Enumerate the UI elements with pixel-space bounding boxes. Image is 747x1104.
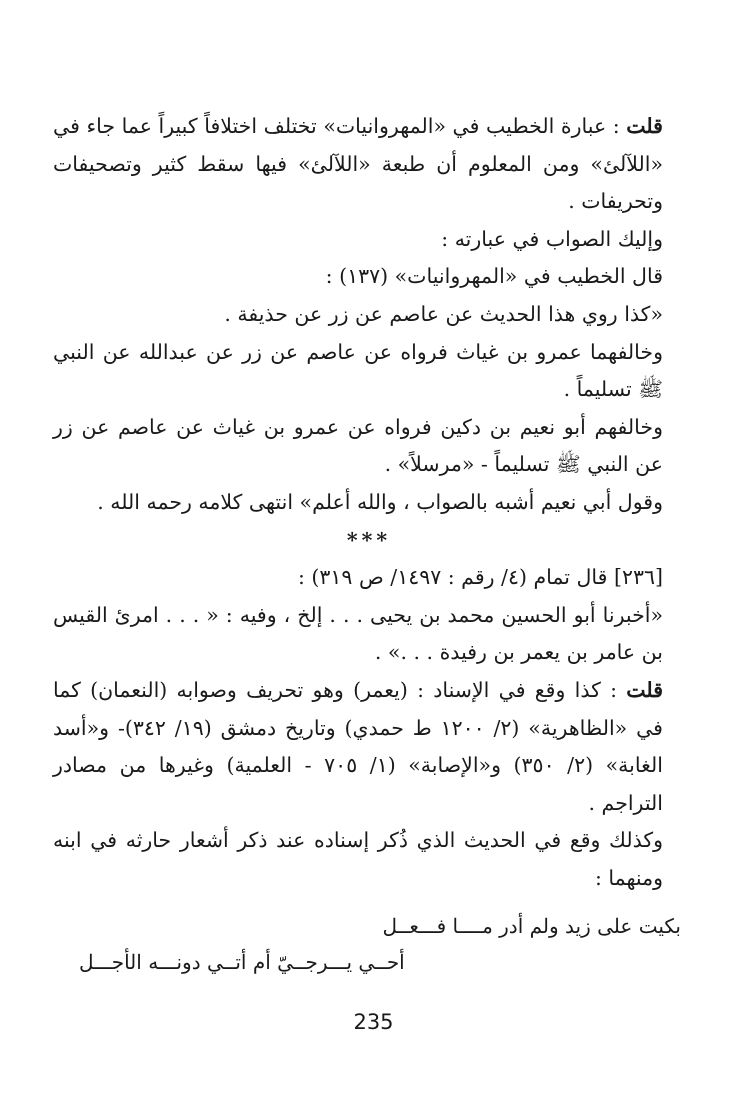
main-text [53,108,685,897]
qult-label-2: قلت [626,677,663,702]
paragraph-5: وخالفهما عمرو بن غياث فرواه عن عاصم عن زر عن عبدالله عن النبي ﷺ تسليماً . [53,339,663,402]
paragraph-8: [٢٣٦] قال تمام (٤/ رقم : ١٤٩٧/ ص ٣١٩) : [297,565,663,590]
paragraph-10 [53,672,685,822]
paragraph-3: قال الخطيب في «المهروانيات» (١٣٧) : [325,264,663,289]
poem-line-1: بكيت على زيد ولم أدر مــــا فـــعــل [382,914,681,938]
paragraph-6: وخالفهم أبو نعيم بن دكين فرواه عن عمرو بن غياث عن عاصم عن زر عن النبي ﷺ تسليماً - «مرسلاً» . [53,414,663,477]
poem-line-2: أحــي يـــرجــيّ أم أتــي دونـــه الأجـــل [79,950,405,974]
paragraph-7: وقول أبي نعيم أشبه بالصواب ، والله أعلم» انتهى كلامه رحمه الله . [97,489,663,514]
paragraph-4: «كذا روي هذا الحديث عن عاصم عن زر عن حذيفة . [224,301,663,326]
paragraph-1 [53,108,685,221]
paragraph-10-text: : كذا وقع في الإسناد : (يعمر) وهو تحريف وصوابه (النعمان) كما في «الظاهرية» (٢/ ١٢٠٠ ط حمدي) وتاريخ دمشق (١٩/ ٣٤٢)- و«أسد الغابة» (٢/ ٣٥٠) و«الإصابة» (١/ ٧٠٥ - العلمية) وغيرها من مصادر التراجم . [53,677,663,815]
section-separator: *** [346,527,392,552]
page-number: 235 [353,1010,394,1034]
paragraph-11: وكذلك وقع في الحديث الذي ذُكر إسناده عند ذكر أشعار حارثه في ابنه ومنهما : [53,828,663,890]
paragraph-1-text: : عبارة الخطيب في «المهروانيات» تختلف اختلافاً كبيراً عما جاء في «اللآلئ» ومن المعلوم أن طبعة «اللآلئ» فيها سقط كثير وتصحيفات وتحريفات . [53,114,663,214]
paragraph-9: «أخبرنا أبو الحسين محمد بن يحيى . . . إلخ ، وفيه : « . . . امرئ القيس بن عامر بن يعمر بن رفيدة . . .» . [53,602,663,665]
poem [61,908,681,980]
paragraph-2: وإليك الصواب في عبارته : [441,226,663,251]
qult-label: قلت [626,114,663,138]
